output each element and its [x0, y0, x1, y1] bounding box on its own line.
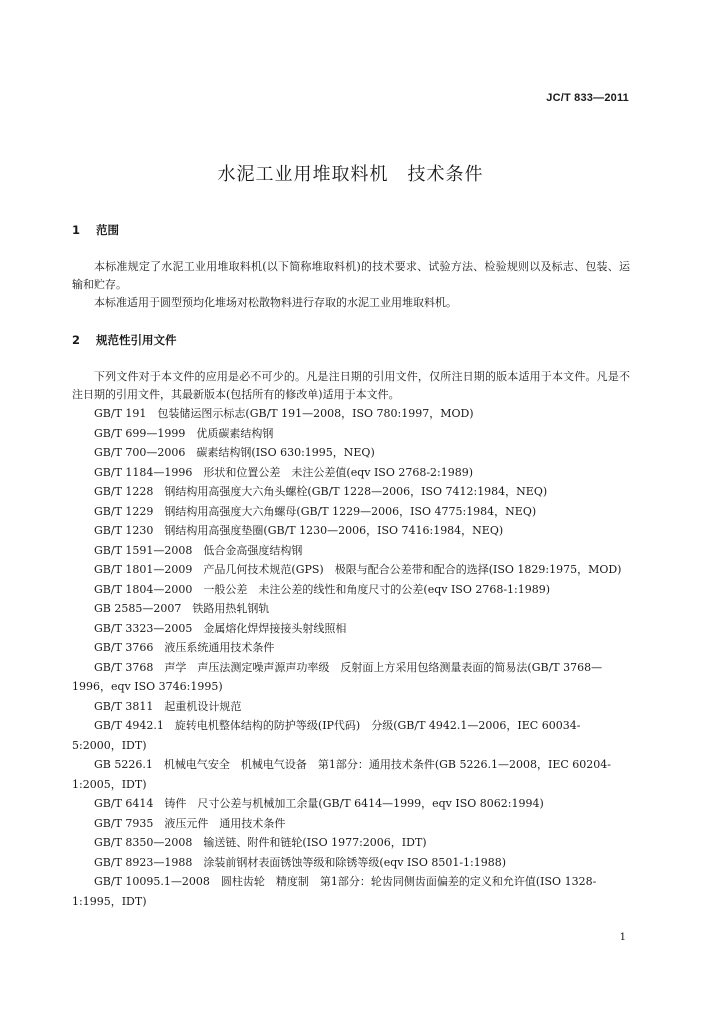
reference-item: GB/T 191 包装储运图示标志(GB/T 191—2008，ISO 780:1997，MOD): [94, 407, 474, 420]
reference-item: GB/T 700—2006 碳素结构钢(ISO 630:1995，NEQ): [94, 446, 375, 459]
reference-item: GB 2585—2007 铁路用热轧钢轨: [94, 602, 270, 615]
document-title: 水泥工业用堆取料机 技术条件: [217, 164, 484, 185]
section-number: 1: [72, 223, 81, 237]
section-1-paragraph-2: 本标准适用于圆型预均化堆场对松散物料进行存取的水泥工业用堆取料机。: [94, 296, 457, 309]
reference-item: GB/T 3323—2005 金属熔化焊焊接接头射线照相: [94, 621, 347, 635]
reference-item: GB/T 1184—1996 形状和位置公差 未注公差值(eqv ISO 2768-2:1989): [94, 465, 474, 479]
section-2-heading: [72, 332, 177, 348]
reference-item: GB/T 1591—2008 低合金高强度结构钢: [94, 543, 303, 557]
section-number: 2: [72, 333, 81, 347]
reference-item: GB/T 10095.1—2008 圆柱齿轮 精度制 第1部分：轮齿同侧齿面偏差的定义和允许值(ISO 1328-1:1995，IDT): [72, 875, 597, 908]
reference-item: GB/T 7935 液压元件 通用技术条件: [94, 816, 286, 830]
page-number: 1: [619, 932, 626, 943]
reference-item: GB 5226.1 机械电气安全 机械电气设备 第1部分：通用技术条件(GB 5226.1—2008，IEC 60204-1:2005，IDT): [72, 758, 611, 791]
section-title: 规范性引用文件: [96, 333, 177, 347]
reference-item: GB/T 699—1999 优质碳素结构钢: [94, 426, 274, 440]
section-2-paragraph-1: 下列文件对于本文件的应用是必不可少的。凡是注日期的引用文件，仅所注日期的版本适用于本文件。凡是不注日期的引用文件，其最新版本(包括所有的修改单)适用于本文件。: [72, 370, 630, 401]
reference-item: GB/T 4942.1 旋转电机整体结构的防护等级(IP代码) 分级(GB/T 4942.1—2006，IEC 60034-5:2000，IDT): [72, 719, 581, 752]
reference-item: GB/T 1229 钢结构用高强度大六角螺母(GB/T 1229—2006，ISO 4775:1984，NEQ): [94, 504, 537, 518]
reference-item: GB/T 1804—2000 一般公差 未注公差的线性和角度尺寸的公差(eqv ISO 2768-1:1989): [94, 582, 551, 596]
reference-item: GB/T 3811 起重机设计规范: [94, 699, 242, 713]
section-1-heading: [72, 222, 119, 238]
standard-code: JC/T 833—2011: [546, 92, 629, 104]
reference-item: GB/T 8350—2008 输送链、附件和链轮(ISO 1977:2006，IDT): [94, 836, 427, 849]
section-1-paragraph-1: 本标准规定了水泥工业用堆取料机(以下简称堆取料机)的技术要求、试验方法、检验规则以及标志、包装、运输和贮存。: [72, 260, 630, 291]
reference-item: GB/T 3768 声学 声压法测定噪声源声功率级 反射面上方采用包络测量表面的简易法(GB/T 3768—1996，eqv ISO 3746:1995): [72, 660, 603, 693]
reference-item: GB/T 8923—1988 涂装前钢材表面锈蚀等级和除锈等级(eqv ISO 8501-1:1988): [94, 855, 507, 869]
reference-item: GB/T 1228 钢结构用高强度大六角头螺栓(GB/T 1228—2006，ISO 7412:1984，NEQ): [94, 485, 548, 498]
normative-references-list: [72, 404, 630, 911]
reference-item: GB/T 3766 液压系统通用技术条件: [94, 641, 275, 654]
reference-item: GB/T 1801—2009 产品几何技术规范(GPS) 极限与配合公差带和配合的选择(ISO 1829:1975，MOD): [94, 563, 622, 576]
section-title: 范围: [96, 223, 120, 237]
reference-item: GB/T 6414 铸件 尺寸公差与机械加工余量(GB/T 6414—1999，eqv ISO 8062:1994): [94, 797, 544, 810]
reference-item: GB/T 1230 钢结构用高强度垫圈(GB/T 1230—2006，ISO 7416:1984，NEQ): [94, 524, 504, 537]
